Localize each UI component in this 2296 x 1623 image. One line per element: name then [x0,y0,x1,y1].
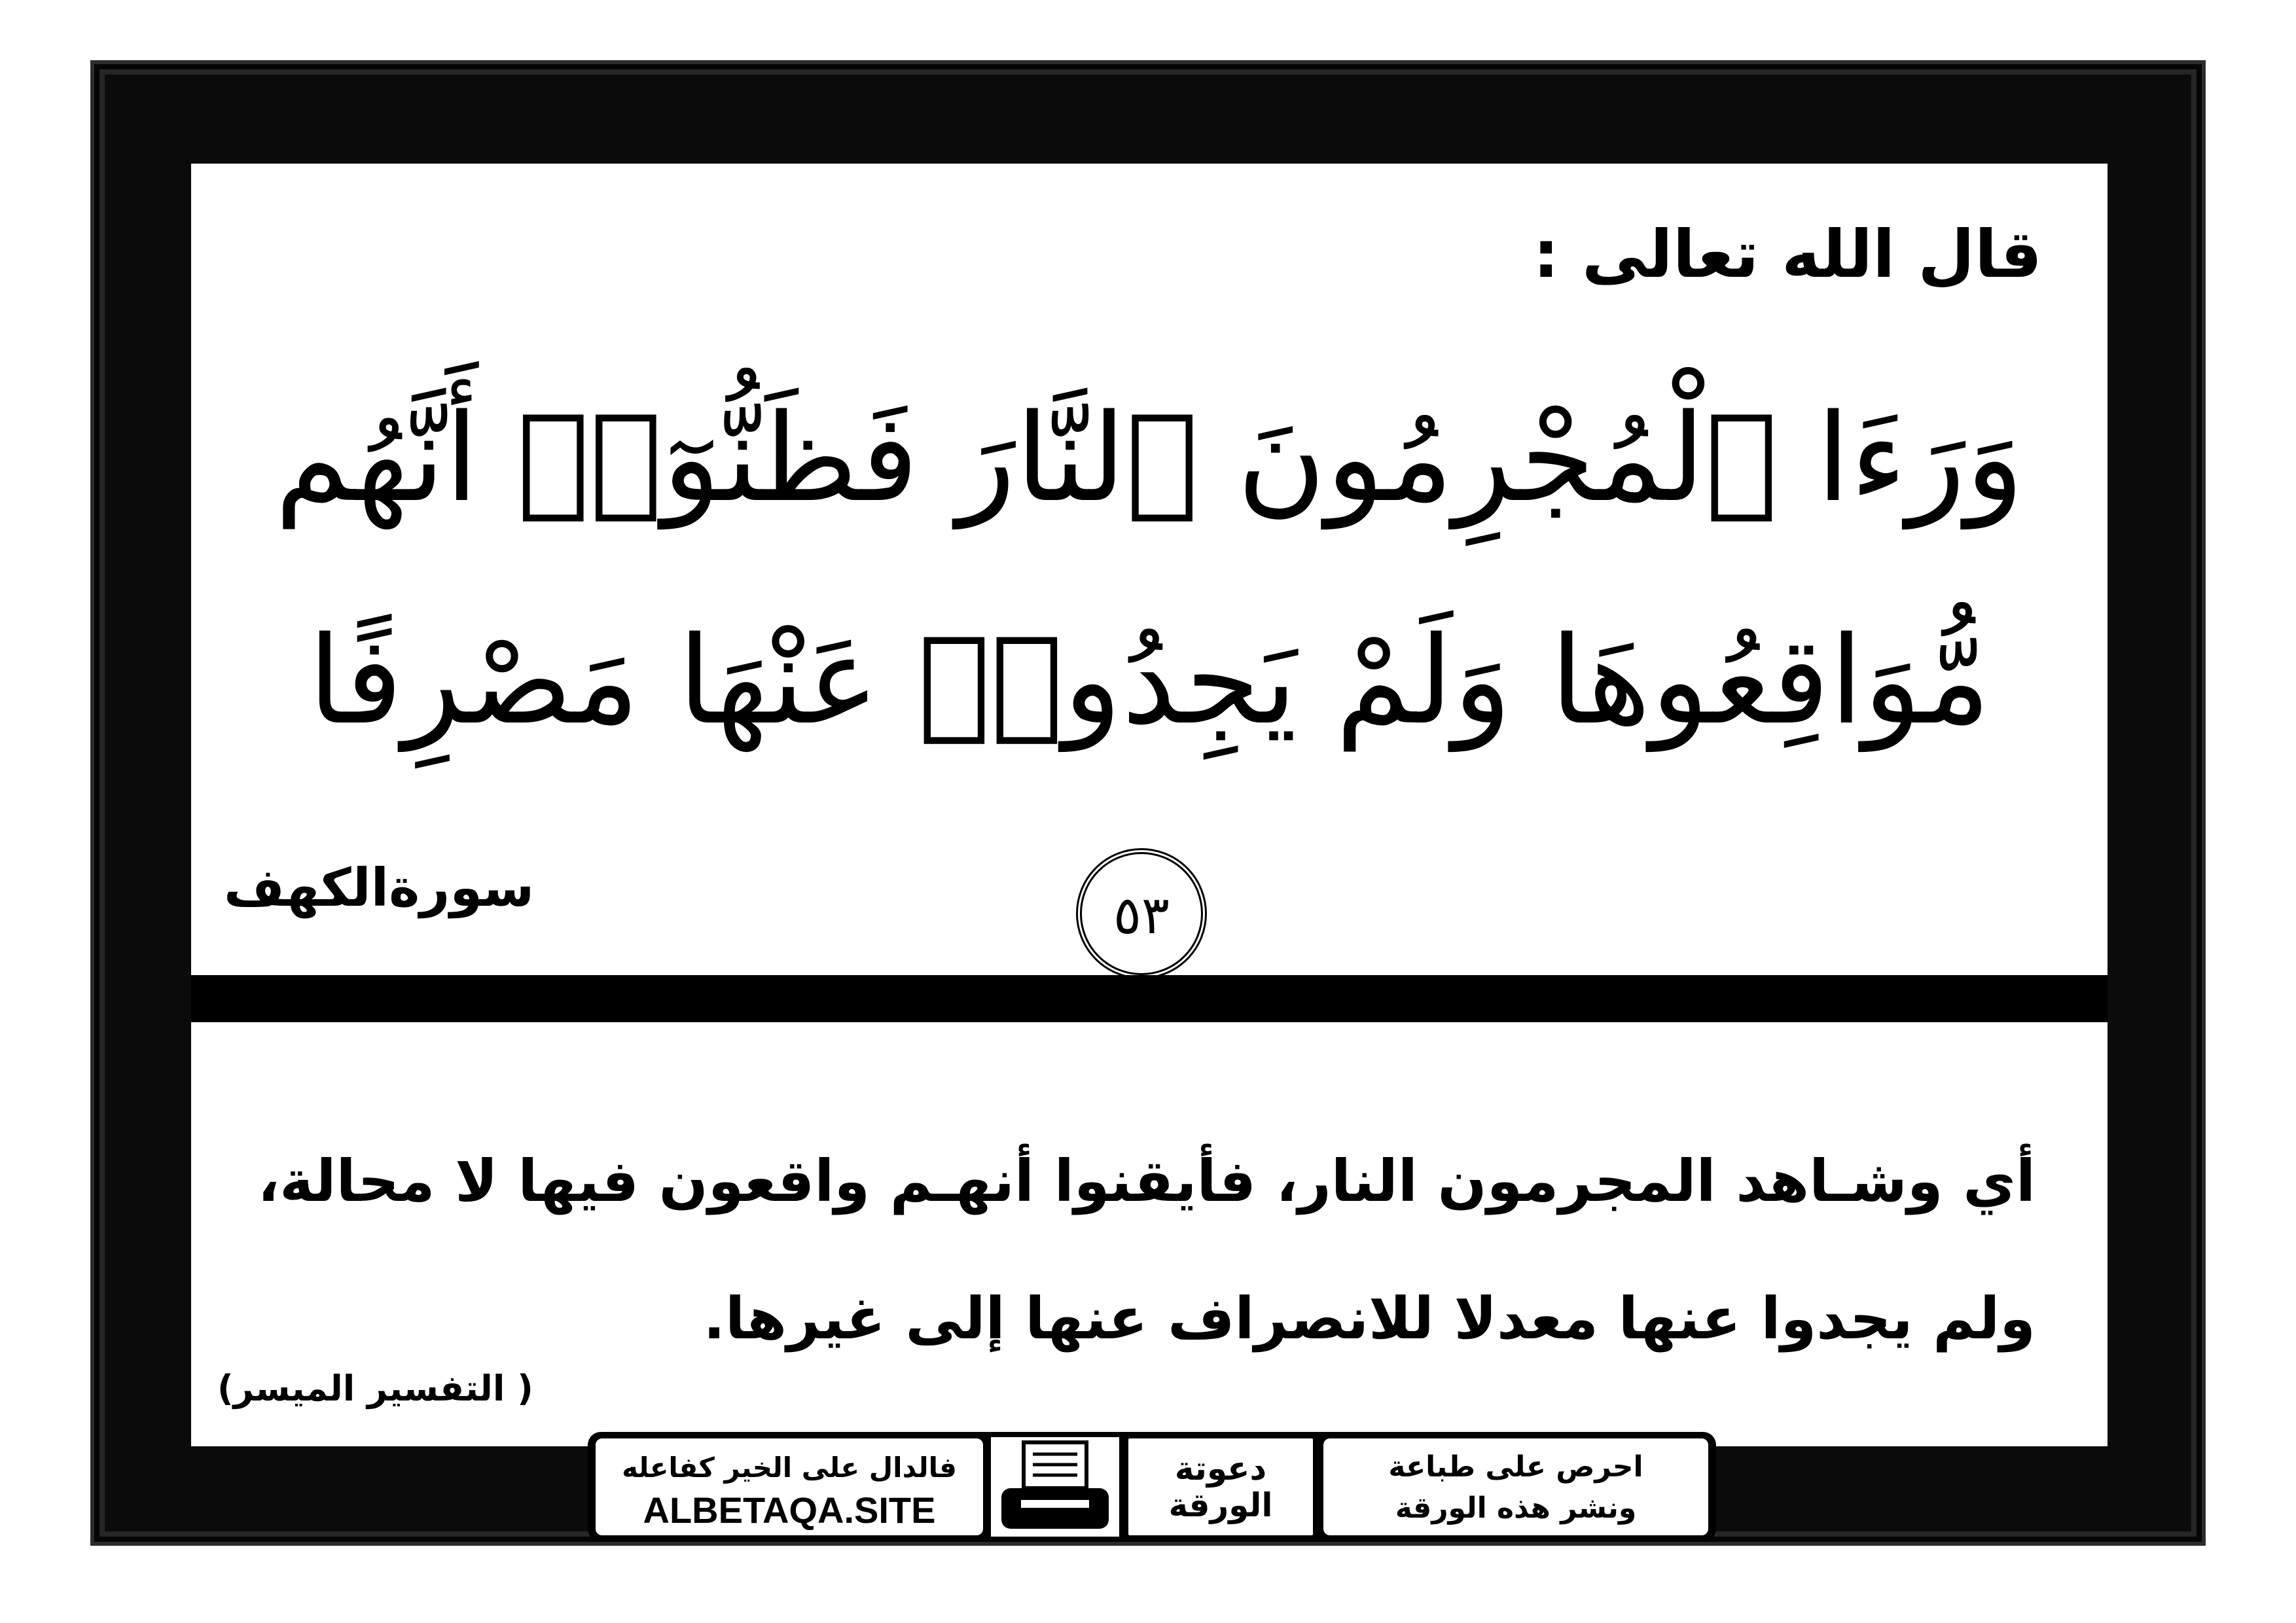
ayah-number-badge: ٥٣ [1076,848,1207,979]
surah-name: سورةالكهف [224,857,535,918]
footer-notice-box [1321,1436,1711,1538]
content-panel [191,164,2108,1446]
section-divider [191,975,2108,1022]
tafsir-source: ( التفسير الميسر) [217,1368,533,1409]
printer-icon [991,1437,1119,1537]
tafsir-line-1: أي وشـاهد المجرمون النار، فأيقنوا أنهـم واقعون فيها لا محالة، [257,1147,2036,1215]
tafsir-line-2: ولم يجدوا عنها معدلا للانصراف عنها إلى غيرها. [703,1285,2036,1352]
verse-line-1: وَرَءَا ٱلْمُجْرِمُونَ ٱلنَّارَ فَظَنُّوٓا۟ أَنَّهُم [274,387,2024,529]
footer-notice-line-2: ونشر هذه الورقة [1395,1491,1637,1525]
verse-line-2-text: مُّوَاقِعُوهَا وَلَمْ يَجِدُوا۟ عَنْهَا مَصْرِفًا [308,610,1991,751]
verse-line-2 [270,569,2029,1014]
footer-notice-line-1: احرص على طباعة [1388,1450,1643,1484]
logo-text: دعوتة الورقة [1168,1450,1273,1524]
dawa-logo [1126,1436,1316,1538]
footer-proverb: فالدال على الخير كفاعله [622,1452,957,1484]
verse-intro-heading: قال الله تعالى : [1533,216,2042,293]
tafsir-text [230,1113,2036,1387]
footer-website-box [593,1436,986,1538]
footer-website: ALBETAQA.SITE [643,1489,936,1531]
